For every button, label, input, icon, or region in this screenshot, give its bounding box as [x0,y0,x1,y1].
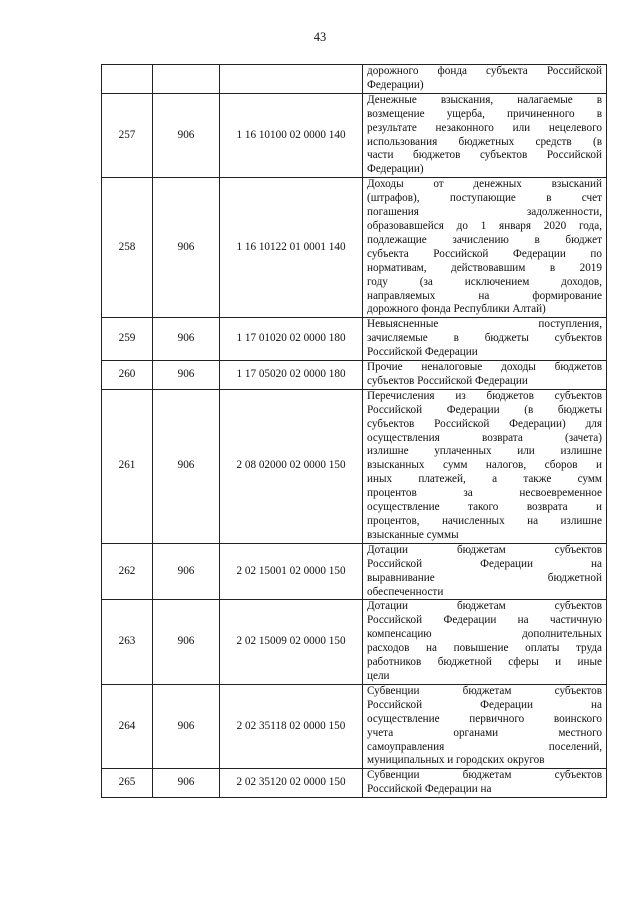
admin-code-cell [153,65,220,94]
description-cell [363,361,607,390]
table-row [102,684,607,768]
description-line: Дотации бюджетам субъектов [367,543,602,556]
description-line: Российской Федерации (в бюджеты [367,403,602,416]
description-line: субъекта Российской Федерации по [367,247,602,260]
description-cell [363,318,607,361]
description-line: компенсацию дополнительных [367,628,602,641]
description-line: Перечисления из бюджетов субъектов [367,389,602,402]
budget-code-cell: 2 02 35118 02 0000 150 [220,684,363,768]
description-line: работников бюджетной сферы и иные [367,656,602,669]
row-number-cell: 257 [102,93,153,177]
description-line: Субвенции бюджетам субъектов [367,769,602,782]
description-line: Субвенции бюджетам субъектов [367,684,602,697]
description-line: образовавшейся до 1 января 2020 года, [367,219,602,232]
table-row [102,178,607,318]
description-line: погашения задолженности, [367,206,602,219]
description-line: цели [367,669,390,682]
revenue-codes-table [101,64,607,798]
description-line: осуществления возврата (зачета) [367,431,602,444]
row-number-cell: 265 [102,769,153,798]
row-number-cell: 260 [102,361,153,390]
table-row [102,361,607,390]
description-line: субъектов Российской Федерации) для [367,417,602,430]
budget-code-cell: 2 02 35120 02 0000 150 [220,769,363,798]
budget-code-cell: 1 17 05020 02 0000 180 [220,361,363,390]
page-number: 43 [313,30,327,44]
description-line: субъектов Российской Федерации [367,374,528,387]
description-line: иных платежей, а также сумм [367,473,602,486]
table-row [102,318,607,361]
admin-code-cell: 906 [153,684,220,768]
description-line: году (за исключением доходов, [367,275,602,288]
admin-code-cell: 906 [153,93,220,177]
description-cell [363,65,607,94]
admin-code-cell: 906 [153,178,220,318]
budget-code-cell: 2 08 02000 02 0000 150 [220,389,363,543]
description-line: самоуправления поселений, [367,740,602,753]
description-line: результате незаконного или нецелевого [367,121,602,134]
table-body [102,65,607,798]
row-number-cell: 263 [102,600,153,684]
description-line: взысканные суммы [367,528,459,541]
table-row [102,65,607,94]
description-line: Дотации бюджетам субъектов [367,600,602,613]
description-cell [363,769,607,798]
budget-code-cell: 2 02 15001 02 0000 150 [220,543,363,600]
budget-code-cell: 1 16 10122 01 0001 140 [220,178,363,318]
description-line: Федерации) [367,78,424,91]
table-row [102,389,607,543]
description-line: Российской Федерации на [367,698,602,711]
row-number-cell: 264 [102,684,153,768]
description-line: взысканных сумм налогов, сборов и [367,459,602,472]
row-number-cell [102,65,153,94]
description-cell [363,543,607,600]
table-row [102,600,607,684]
description-line: Федерации) [367,163,424,176]
description-line: Прочие неналоговые доходы бюджетов [367,361,602,374]
description-line: зачисляемые в бюджеты субъектов [367,332,602,345]
admin-code-cell: 906 [153,389,220,543]
admin-code-cell: 906 [153,769,220,798]
description-line: возмещение ущерба, причиненного в [367,107,602,120]
description-line: излишне уплаченных или излишне [367,445,602,458]
description-line: Невыясненные поступления, [367,318,602,331]
description-line: Российской Федерации на [367,783,492,796]
description-line: Денежные взыскания, налагаемые в [367,93,602,106]
table-row [102,93,607,177]
description-line: (штрафов), поступающие в счет [367,192,602,205]
description-line: нормативам, действовавшим в 2019 [367,261,602,274]
budget-code-cell: 1 17 01020 02 0000 180 [220,318,363,361]
row-number-cell: 261 [102,389,153,543]
description-line: осуществление первичного воинского [367,712,602,725]
description-line: муниципальных и городских округов [367,754,545,767]
description-cell [363,684,607,768]
admin-code-cell: 906 [153,543,220,600]
row-number-cell: 259 [102,318,153,361]
description-line: дорожного фонда субъекта Российской [367,65,602,77]
row-number-cell: 258 [102,178,153,318]
description-line: процентов, начисленных на излишне [367,515,602,527]
admin-code-cell: 906 [153,600,220,684]
description-line: Доходы от денежных взысканий [367,178,602,191]
budget-code-cell [220,65,363,94]
description-cell [363,389,607,543]
budget-code-cell: 2 02 15009 02 0000 150 [220,600,363,684]
description-line: расходов на повышение оплаты труда [367,642,602,655]
admin-code-cell: 906 [153,318,220,361]
description-line: части бюджетов субъектов Российской [367,149,602,162]
description-line: подлежащие зачислению в бюджет [367,233,602,246]
description-line: Российской Федерации на [367,557,602,570]
description-line: Российской Федерации [367,346,478,359]
budget-code-cell: 1 16 10100 02 0000 140 [220,93,363,177]
description-line: учета органами местного [367,726,602,739]
description-line: использования бюджетных средств (в [367,135,602,148]
admin-code-cell: 906 [153,361,220,390]
description-cell [363,178,607,318]
description-line: осуществление такого возврата и [367,501,602,514]
description-cell [363,600,607,684]
table-row [102,769,607,798]
description-line: направляемых на формирование [367,289,602,302]
description-line: процентов за несвоевременное [367,487,602,500]
description-line: обеспеченности [367,585,444,598]
description-line: Российской Федерации на частичную [367,614,602,627]
description-line: дорожного фонда Республики Алтай) [367,303,546,316]
description-line: выравнивание бюджетной [367,571,602,584]
description-cell [363,93,607,177]
table-row [102,543,607,600]
row-number-cell: 262 [102,543,153,600]
